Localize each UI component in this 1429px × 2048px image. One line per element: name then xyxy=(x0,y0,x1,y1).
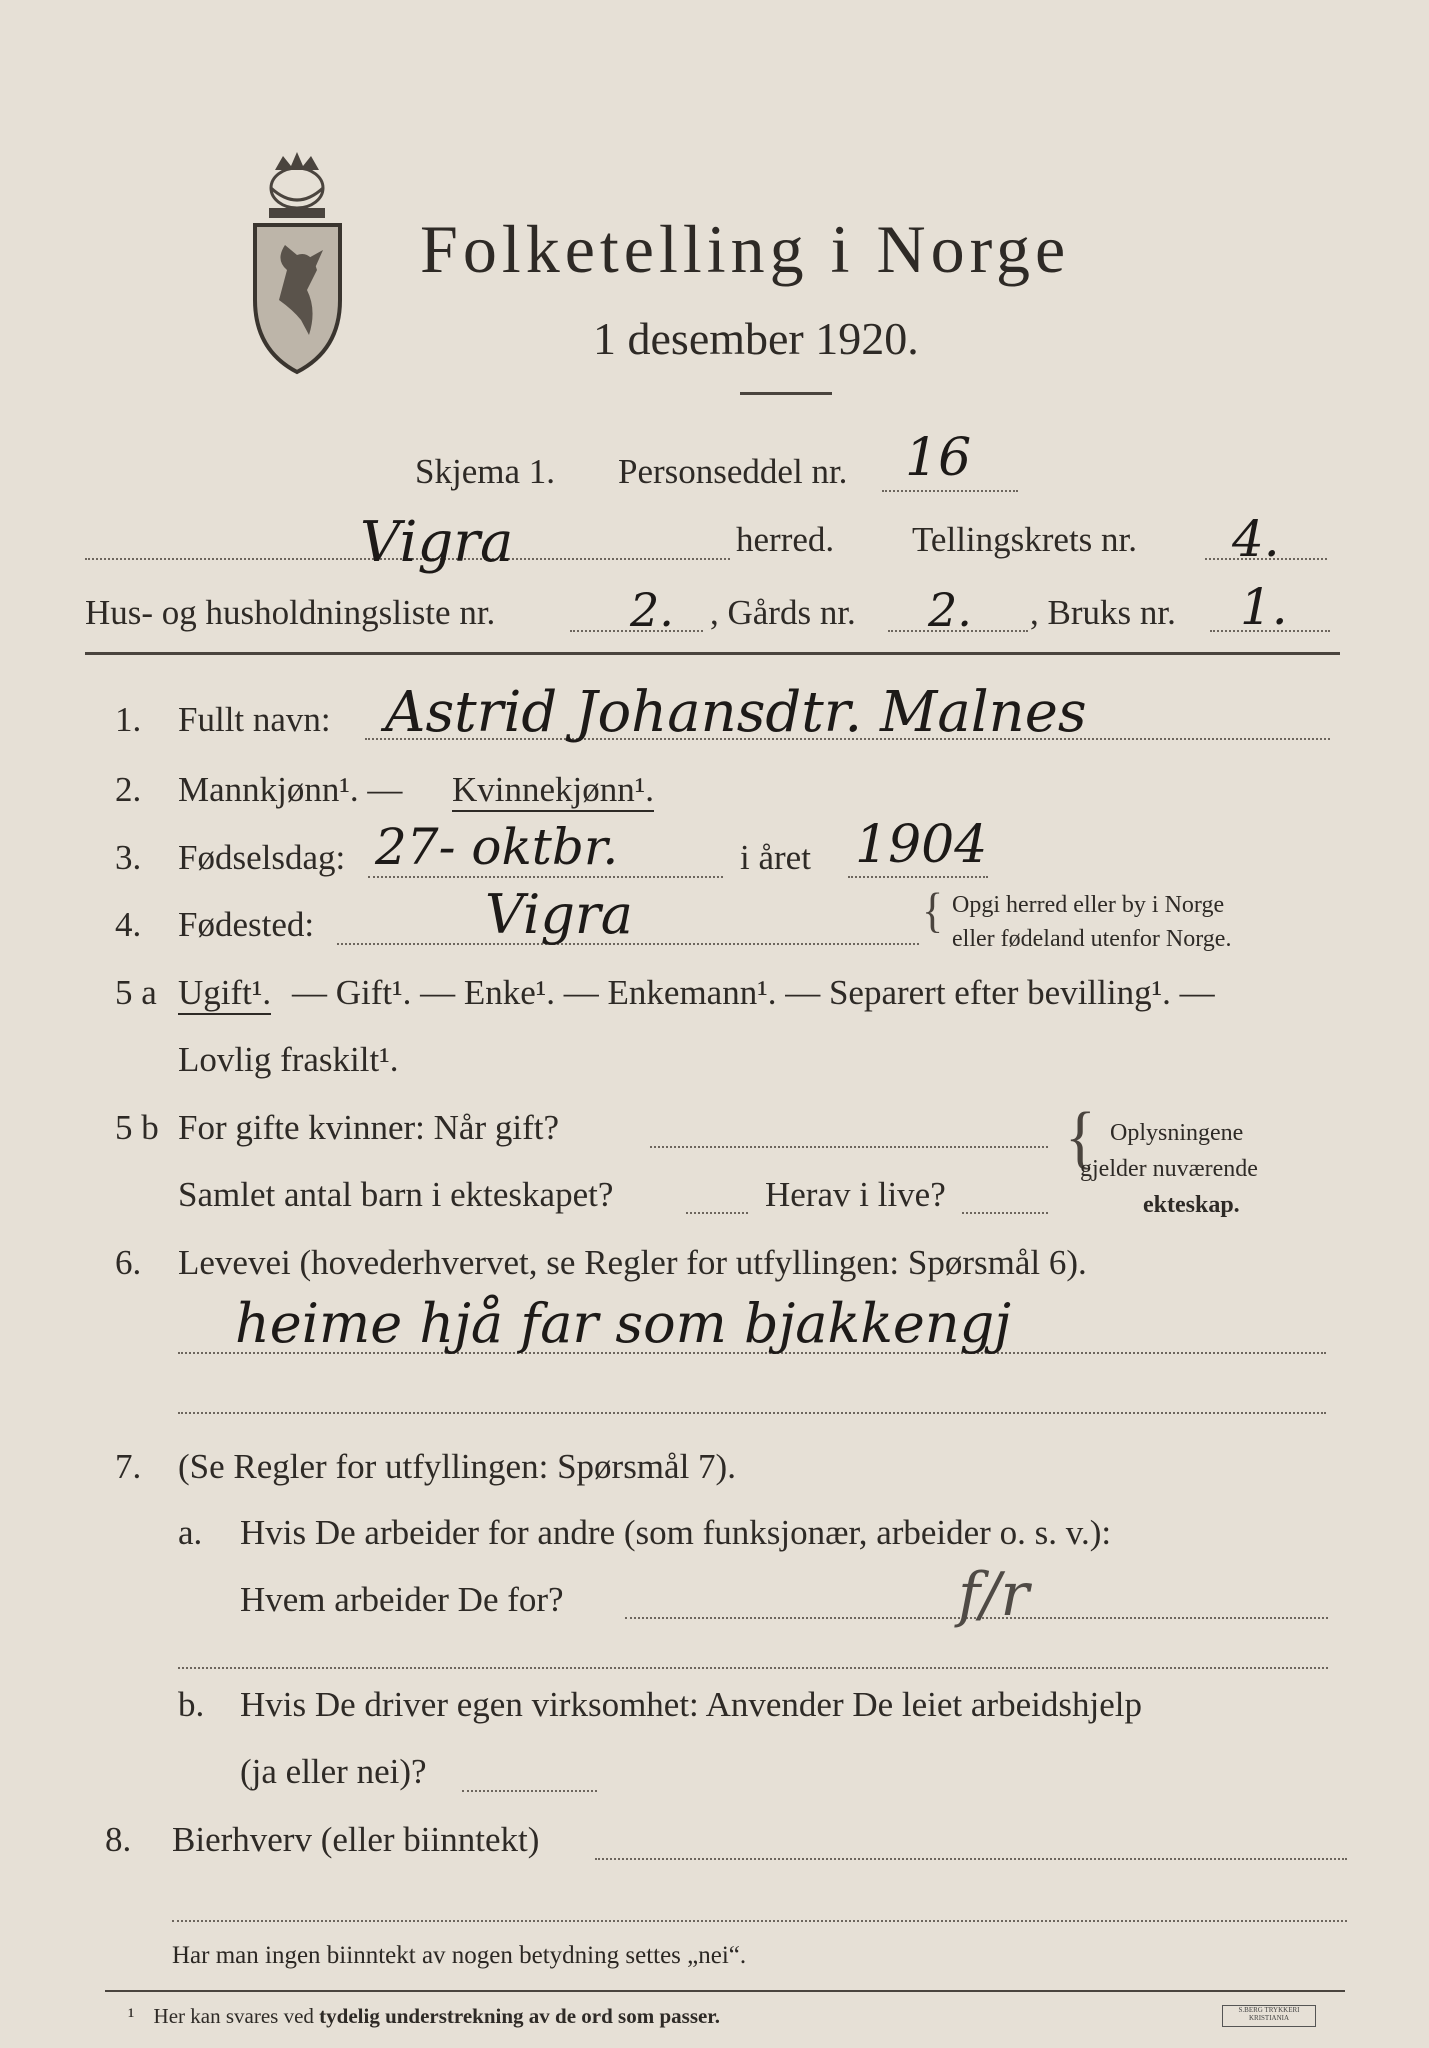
q4-label: Fødested: xyxy=(178,905,315,944)
q7a-letter: a. xyxy=(178,1513,203,1552)
census-date: 1 desember 1920. xyxy=(593,313,919,364)
ugift-option: Ugift¹. xyxy=(178,973,271,1015)
q4-note-line1: Opgi herred eller by i Norge xyxy=(952,892,1225,918)
personseddel-label: Personseddel nr. xyxy=(618,452,848,491)
q8-label: Bierhverv (eller biinntekt) xyxy=(172,1820,540,1859)
title-divider xyxy=(740,392,832,395)
q7a-line2: Hvem arbeider De for? xyxy=(240,1580,564,1619)
q5b-note1: Oplysningene xyxy=(1110,1120,1244,1146)
q2-male-label: Mannkjønn¹. — xyxy=(178,770,403,809)
personseddel-value: 16 xyxy=(905,428,972,488)
bruks-label: , Bruks nr. xyxy=(1030,593,1176,632)
q7b-line2: (ja eller nei)? xyxy=(240,1752,427,1791)
husliste-label: Hus- og husholdningsliste nr. xyxy=(85,593,496,632)
q7-label: (Se Regler for utfyllingen: Spørsmål 7). xyxy=(178,1447,736,1486)
q5a-number: 5 a xyxy=(115,973,157,1012)
q5b-note3: ekteskap. xyxy=(1143,1192,1240,1218)
q6-number: 6. xyxy=(115,1243,142,1282)
bruks-value: 1. xyxy=(1240,578,1288,636)
q5b-line2a: Samlet antal barn i ekteskapet? xyxy=(178,1175,614,1214)
q1-number: 1. xyxy=(115,700,142,739)
q4-note-line2: eller fødeland utenfor Norge. xyxy=(952,926,1232,952)
birth-date-value: 27- oktbr. xyxy=(375,818,619,876)
herred-value: Vigra xyxy=(360,510,514,575)
q3-year-label: i året xyxy=(740,838,811,877)
footnote xyxy=(128,2004,720,2029)
tellingskrets-label: Tellingskrets nr. xyxy=(912,520,1138,559)
husliste-value: 2. xyxy=(630,583,674,637)
q4-number: 4. xyxy=(115,905,142,944)
biinntekt-note: Har man ingen biinntekt av nogen betydning settes „nei“. xyxy=(172,1942,747,1969)
q7b-letter: b. xyxy=(178,1685,205,1724)
q1-label: Fullt navn: xyxy=(178,700,331,739)
herred-label: herred. xyxy=(736,520,835,559)
q5b-line2b: Herav i live? xyxy=(765,1175,946,1214)
occupation-value: heime hjå far som bjakkengj xyxy=(235,1292,1011,1355)
q8-number: 8. xyxy=(105,1820,132,1859)
q5b-note2: gjelder nuværende xyxy=(1080,1156,1258,1182)
skjema-label: Skjema 1. xyxy=(415,452,555,491)
full-name-value: Astrid Johansdtr. Malnes xyxy=(385,680,1087,745)
footnote-bold-text: tydelig understrekning av de ord som passer. xyxy=(319,2004,720,2028)
printer-stamp: S.BERG TRYKKERI KRISTIANIA xyxy=(1222,2005,1316,2027)
q7a-line1: Hvis De arbeider for andre (som funksjonær, arbeider o. s. v.): xyxy=(240,1513,1112,1552)
tellingskrets-value: 4. xyxy=(1232,510,1280,568)
birth-year-value: 1904 xyxy=(855,815,988,875)
q2-female-label: Kvinnekjønn¹. xyxy=(452,770,654,812)
employer-value: f/r xyxy=(958,1560,1030,1630)
footer-divider xyxy=(105,1990,1345,1992)
coat-of-arms-icon xyxy=(245,150,350,380)
header-divider xyxy=(85,652,1340,655)
q2-number: 2. xyxy=(115,770,142,809)
footnote-marker: ¹ xyxy=(128,2004,135,2028)
gards-label: , Gårds nr. xyxy=(710,593,856,632)
q7-number: 7. xyxy=(115,1447,142,1486)
q5b-line1: For gifte kvinner: Når gift? xyxy=(178,1108,560,1147)
form-title: Folketelling i Norge xyxy=(420,211,1071,287)
q3-number: 3. xyxy=(115,838,142,877)
q7b-line1: Hvis De driver egen virksomhet: Anvender De leiet arbeidshjelp xyxy=(240,1685,1142,1724)
birthplace-value: Vigra xyxy=(485,883,633,946)
q5a-options: — Gift¹. — Enke¹. — Enkemann¹. — Separert efter bevilling¹. — xyxy=(292,973,1215,1012)
q5a-line2: Lovlig fraskilt¹. xyxy=(178,1040,399,1079)
gards-value: 2. xyxy=(928,583,972,637)
q3-label: Fødselsdag: xyxy=(178,838,346,877)
census-form: Folketelling i Norge 1 desember 1920. Skjema 1. Personseddel nr. 16 Vigra herred. Tellingskrets nr. 4. Hus- og husholdningsliste nr. 2. , Gårds nr. 2. , Bruks nr. 1. 1. Fullt navn: Astrid Johansdtr. Malnes 2. Mannkjønn¹. — Kvinnekjønn¹. 3. Fødselsdag: 27- oktbr. i året 1904 4. Fødested: Vigra { Opgi herred eller by i Norge eller fødeland utenfor Norge. 5 a Ugift¹. — Gift¹. — Enke¹. — Enkemann¹. — Separert efter bevilling¹. — Lovlig fraskilt¹. 5 b For gifte kvinner: Når gift? Samlet antal barn i ekteskapet? Herav i live? { Oplysningene gjelder nuværende ekteskap. 6. Levevei (hovederhvervet, se Regler for utfyllingen: Spørsmål 6). heime hjå far som bjakkengj 7. (Se Regler for utfyllingen: Spørsmål 7). a. Hvis De arbeider for andre (som funksjonær, arbeider o. s. v.): Hvem arbeider De for? f/r b. Hvis De driver egen virksomhet: Anvender De leiet arbeidshjelp (ja eller nei)? 8. Bierhverv (eller biinntekt) Har man ingen biinntekt av nogen betydning settes „nei“. ¹ Her kan svares ved tydelig understrekning av de ord som passer. S.BERG TRYKKERI KRISTIANIA xyxy=(0,0,1429,2048)
q6-label: Levevei (hovederhvervet, se Regler for utfyllingen: Spørsmål 6). xyxy=(178,1243,1087,1282)
q5b-number: 5 b xyxy=(115,1108,159,1147)
footnote-text: Her kan svares ved xyxy=(153,2004,314,2028)
